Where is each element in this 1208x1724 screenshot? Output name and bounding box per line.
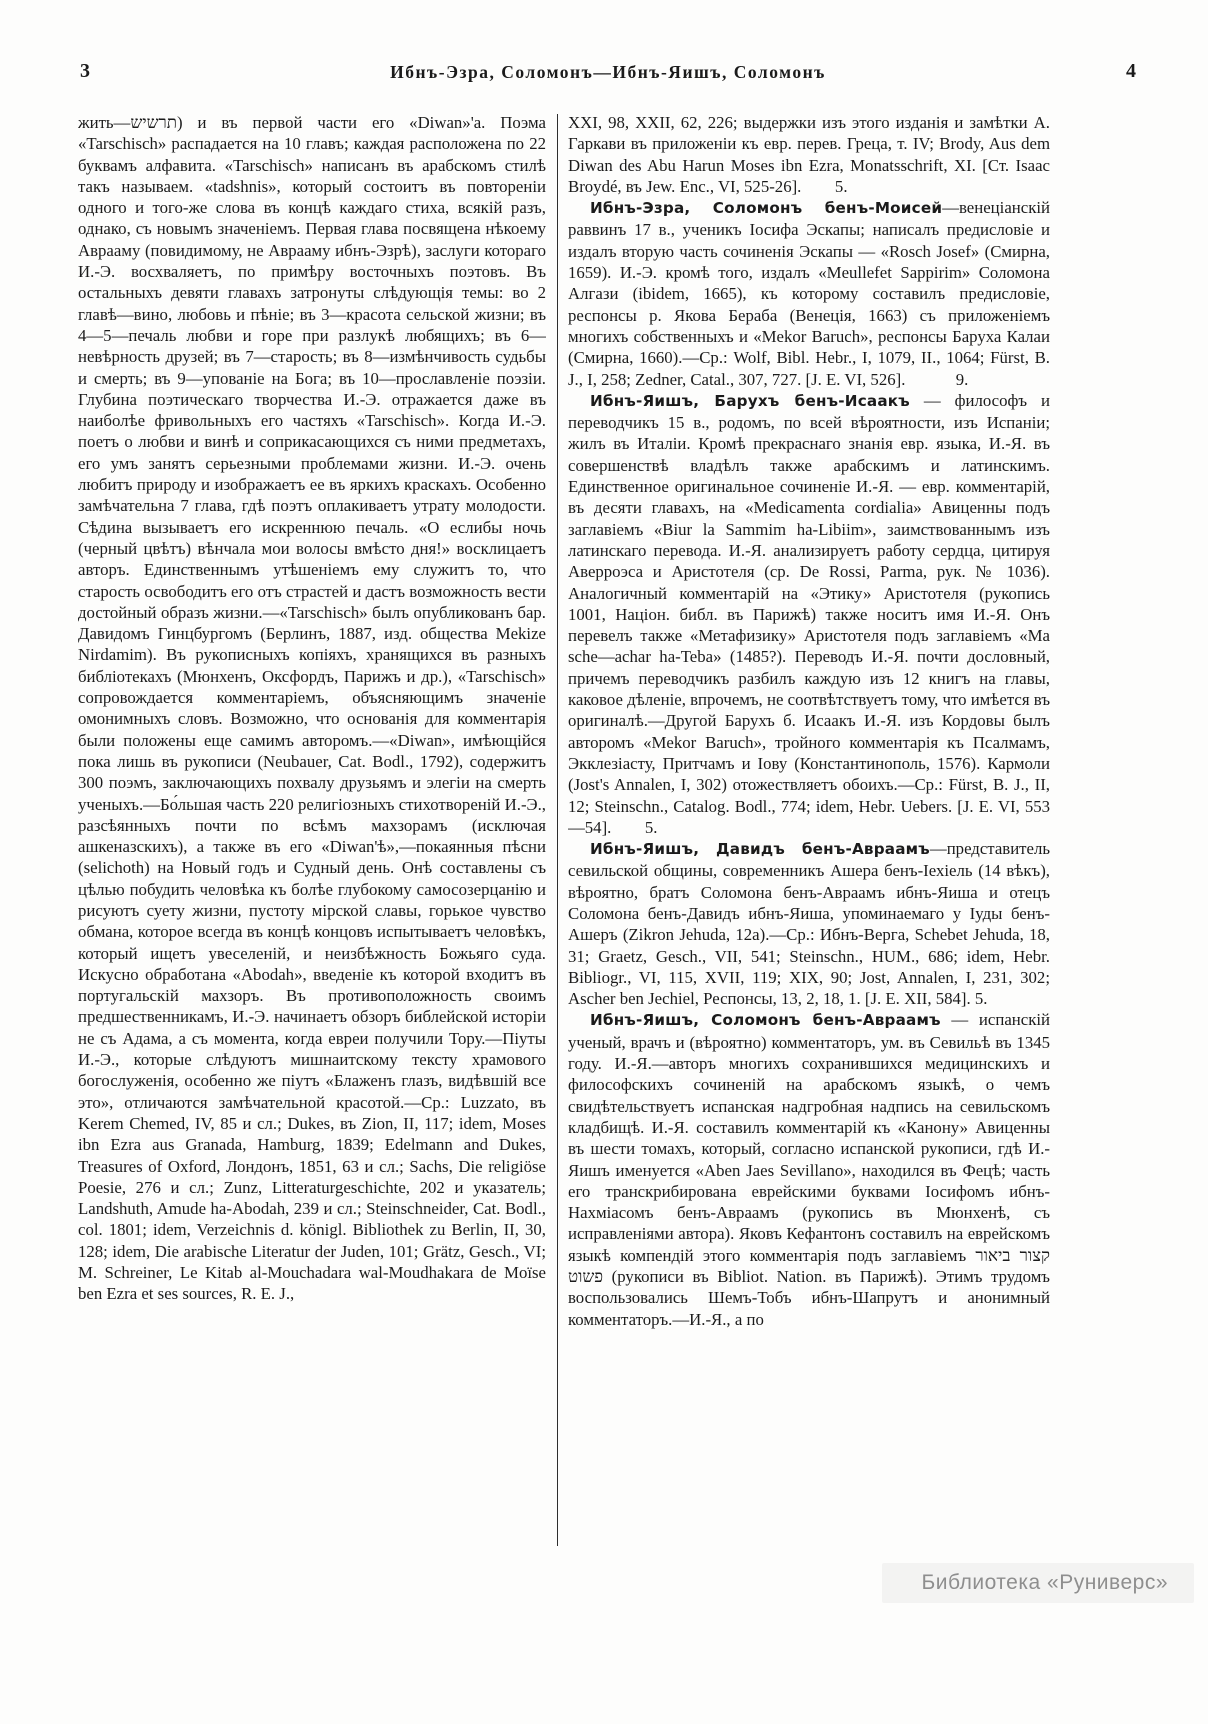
paragraph-text: жить—תרשיש) и въ первой части его «Diwan»'a. Поэма «Tarschisch» распадается на 10 главъ; каждая расположена по 22 буквамъ алфавита. «Tarschisch» написанъ въ арабскомъ стилѣ такъ называем. «tadshnis», который состоитъ въ повтореніи одного и того-же слова въ концѣ каждаго стиха, всякій разъ, однако, съ новымъ значеніемъ. Первая глава посвящена нѣкоему Аврааму (повидимому, не Аврааму ибнъ-Эзрѣ), заслуги котораго И.-Э. восхваляетъ, по примѣру восточныхъ поэтовъ. Въ остальныхъ девяти главахъ затронуты слѣдующія темы: во 2 главѣ—вино, любовь и пѣніе; въ 3—красота сельской жизни; въ 4—5—печаль любви и горе при разлукѣ любящихъ; въ 6—невѣрность друзей; въ 7—старость; въ 8—измѣнчивость судьбы и смерть; въ 9—упованіе на Бога; въ 10—прославленіе поэзіи. Глубина поэтическаго творчества И.-Э. отражается даже въ наиболѣе фривольныхъ его частяхъ «Tarschisch». Когда И.-Э. поетъ о любви и винѣ и соприкасающихся съ ними предметахъ, его умъ занятъ серьезными проблемами жизни. И.-Э. очень любитъ природу и изображаетъ ее въ яркихъ краскахъ. Особенно замѣчательна 7 глава, гдѣ поэтъ оплакиваетъ утрату молодости. Сѣдина вызываетъ его искреннюю печаль. «О еслибы ночь (черный цвѣтъ) вѣнчала мои волосы вмѣсто дня!» восклицаетъ авторъ. Единственнымъ утѣшеніемъ ему служитъ то, что старость освободитъ его отъ страстей и дастъ возможность вести достойный образъ жизни.—«Tarschisch» былъ опубликованъ бар. Давидомъ Гинцбургомъ (Берлинъ, 1887, изд. общества Mekize Nirdamim). Въ рукописныхъ копіяхъ, хранящихся въ разныхъ библіотекахъ (Мюнхенъ, Оксфордъ, Парижъ и др.), «Tarschisch» сопровождается комментаріемъ, объясняющимъ значеніе омонимныхъ словъ. Возможно, что основанія для комментарія были положены еще самимъ авторомъ.—«Diwan», имѣющійся пока лишь въ рукописи (Neubauer, Cat. Bodl., 1792), содержитъ 300 поэмъ, заключающихъ похвалу друзьямъ и элегіи на смерть ученыхъ.—Бо́льшая часть 220 религіозныхъ стихотвореній И.-Э., разсѣянныхъ почти по всѣмъ махзорамъ (исключая ашкеназскихъ), а также въ его «Diwan'ѣ»,—покаянныя пѣсни (selichoth) на Новый годъ и Судный день. Онѣ составлены съ цѣлью побудить человѣка къ болѣе глубокому самосозерцанію и рисуютъ суету жизни, пустоту мірской славы, горькое чувство обмана, которое всегда въ концѣ концовъ испытываетъ человѣкъ, который ищетъ увеселеній, и неизбѣжность Божьяго суда. Искусно обработана «Abodah», введеніе къ которой входитъ въ португальскій махзоръ. Въ противоположность своимъ предшественникамъ, И.-Э. начинаетъ обзоръ библейской исторіи не съ Адама, а съ момента, когда евреи получили Тору.—Піуты И.-Э., которые слѣдуютъ мишнаитскому тексту храмового богослуженія, особенно же піутъ «Блаженъ глазъ, видѣвшій все это», отличаются замѣчательной красотой.—Ср.: Luzzato, въ Kerem Chemed, IV, 85 и сл.; Dukes, въ Zion, II, 117; idem, Moses ibn Ezra aus Granada, Hamburg, 1839; Edelmann and Dukes, Treasures of Oxford, Лондонъ, 1851, 63 и сл.; Sachs, Die religiöse Poesie, 276 и сл.; Zunz, Litteraturgeschichte, 202 и указатель; Landshuth, Amude ha-Abodah, 239 и сл.; Steinschneider, Cat. Bodl., col. 1801; idem, Verzeichnis d. königl. Bibliothek zu Berlin, II, 30, 128; idem, Die arabische Literatur der Juden, 101; Grätz, Gesch., VI; M. Schreiner, Le Kitab al-Mouchadara wal-Moudhakara de Moïse ben Ezra et ses sources, R. E. J., [78, 113, 546, 1304]
watermark: Библиотека «Руниверс» [921, 1571, 1168, 1594]
column-divider [557, 114, 558, 1546]
column-right [568, 112, 1050, 1550]
entry-paragraph [568, 197, 1050, 390]
entry-headword: Ибнъ-Эзра, Соломонъ бенъ-Моисей [590, 199, 943, 218]
paragraph-text: XXI, 98, XXII, 62, 226; выдержки изъ этого изданія и замѣтки А. Гаркави въ приложеніи къ евр. перев. Греца, т. IV; Brody, Aus dem Diwan des Abu Harun Moses ibn Ezra, Monatsschrift, XI. [Ст. Isaac Broydé, въ Jew. Enc., VI, 525-26]. 5. [568, 113, 1050, 196]
watermark-band [882, 1563, 1195, 1603]
paragraph-text: —представитель севильской общины, современникъ Ашера бенъ-Іехіель (14 вѣкъ), вѣроятно, братъ Соломона бенъ-Авраамъ ибнъ-Яиша и отецъ Соломона бенъ-Давидъ ибнъ-Яиша, упоминаемаго у Іуды бенъ-Ашеръ (Zikron Jehuda, 12a).—Ср.: Ибнъ-Верга, Schebet Jehuda, 18, 31; Graetz, Gesch., VII, 541; Steinschn., HUM., 686; idem, Hebr. Bibliogr., VI, 115, XVII, 119; XIX, 90; Jost, Annalen, I, 231, 302; Ascher ben Jechiel, Респонсы, 13, 2, 18, 1. [J. E. XII, 584]. 5. [568, 839, 1050, 1009]
entry-paragraph [568, 1009, 1050, 1329]
entry-headword: Ибнъ-Яишъ, Давидъ бенъ-Авраамъ [590, 840, 930, 859]
column-number-right: 4 [1126, 60, 1136, 82]
paragraph-text: —венеціанскій раввинъ 17 в., ученикъ Іосифа Эскапы; написалъ предисловіе и издалъ вторую часть сочиненія Эскапы — «Rosch Josef» (Смирна, 1659). И.-Э. кромѣ того, издалъ «Meullefet Sappirim» Соломона Алгази (ibidem, 1665), къ которому составилъ предисловіе, респонсы р. Якова Бераба (Венеція, 1663) съ приложеніемъ многихъ собственныхъ и «Mekor Baruch», респонсы Баруха Калаи (Смирна, 1660).—Ср.: Wolf, Bibl. Hebr., I, 1079, II., 1064; Fürst, B. J., I, 258; Zedner, Catal., 307, 727. [J. E. VI, 526]. 9. [568, 198, 1050, 389]
continuation-paragraph [78, 112, 546, 1305]
page-header [80, 60, 1136, 88]
running-title: Ибнъ-Эзра, Соломонъ—Ибнъ-Яишъ, Соломонъ [390, 62, 826, 82]
continuation-paragraph [568, 112, 1050, 197]
paragraph-text: — испанскій ученый, врачъ и (вѣроятно) комментаторъ, ум. въ Севильѣ въ 1345 году. И.-Я.—авторъ многихъ сохранившихся медицинскихъ и философскихъ сочиненій на арабскомъ языкѣ, о чемъ свидѣтельствуетъ испанская надгробная надпись на севильскомъ кладбищѣ. И.-Я. составилъ комментарій къ «Канону» Авиценны въ шести томахъ, который, согласно испанской рукописи, гдѣ И.-Яишъ именуется «Aben Jaes Sevillano», находился въ Фецѣ; часть его транскрибирована еврейскими буквами Іосифомъ ибнъ-Нахміасомъ бенъ-Авраамъ (рукопись въ Мюнхенѣ, съ исправленіями автора). Яковъ Кефантонъ составилъ на еврейскомъ языкѣ компендій этого комментарія подъ заглавіемъ קצור ביאור פשוט (рукописи въ Bibliot. Nation. въ Парижѣ). Этимъ трудомъ воспользовались Шемъ-Тобъ ибнъ-Шапрутъ и анонимный комментаторъ.—И.-Я., а по [568, 1010, 1050, 1329]
entry-headword: Ибнъ-Яишъ, Соломонъ бенъ-Авраамъ [590, 1011, 941, 1030]
entry-paragraph [568, 390, 1050, 838]
column-number-left: 3 [80, 60, 90, 82]
entry-paragraph [568, 838, 1050, 1009]
paragraph-text: — философъ и переводчикъ 15 в., родомъ, по всей вѣроятности, изъ Испаніи; жилъ въ Италіи. Кромѣ прекраснаго знанія евр. языка, И.-Я. въ совершенствѣ владѣлъ также арабскимъ и латинскимъ. Единственное оригинальное сочиненіе И.-Я. — евр. комментарій, въ десяти главахъ, на «Medicamenta cordialia» Авиценны подъ заглавіемъ «Biur la Sammim ha-Libiim», заимствованнымъ изъ латинскаго перевода. И.-Я. анализируетъ работу сердца, цитируя Аверроэса и Аристотеля (ср. De Rossi, Parma, рук. № 1036). Аналогичный комментарій на «Этику» Аристотеля (рукопись 1001, Націон. библ. въ Парижѣ) также носитъ имя И.-Я. Онъ перевелъ также «Метафизику» Аристотеля подъ заглавіемъ «Ma sche—achar ha-Teba» (1485?). Переводъ И.-Я. почти дословный, причемъ переводчикъ разбилъ каждую изъ 12 книгъ на главы, каковое дѣленіе, впрочемъ, не соотвѣтствуетъ тому, что имѣется въ оригиналѣ.—Другой Барухъ б. Исаакъ И.-Я. изъ Кордовы былъ авторомъ «Mekor Baruch», тройного комментарія къ Псалмамъ, Экклезіасту, Притчамъ и Іову (Константинополь, 1576). Кармоли (Jost's Annalen, I, 302) отожествляетъ обоихъ.—Ср.: Fürst, B. J., II, 12; Steinschn., Catalog. Bodl., 774; idem, Hebr. Uebers. [J. E. VI, 553—54]. 5. [568, 390, 1050, 837]
column-left [78, 112, 546, 1550]
entry-headword: Ибнъ-Яишъ, Барухъ бенъ-Исаакъ [590, 391, 910, 410]
text-block [78, 112, 1050, 1550]
page-footer [0, 1560, 1194, 1606]
